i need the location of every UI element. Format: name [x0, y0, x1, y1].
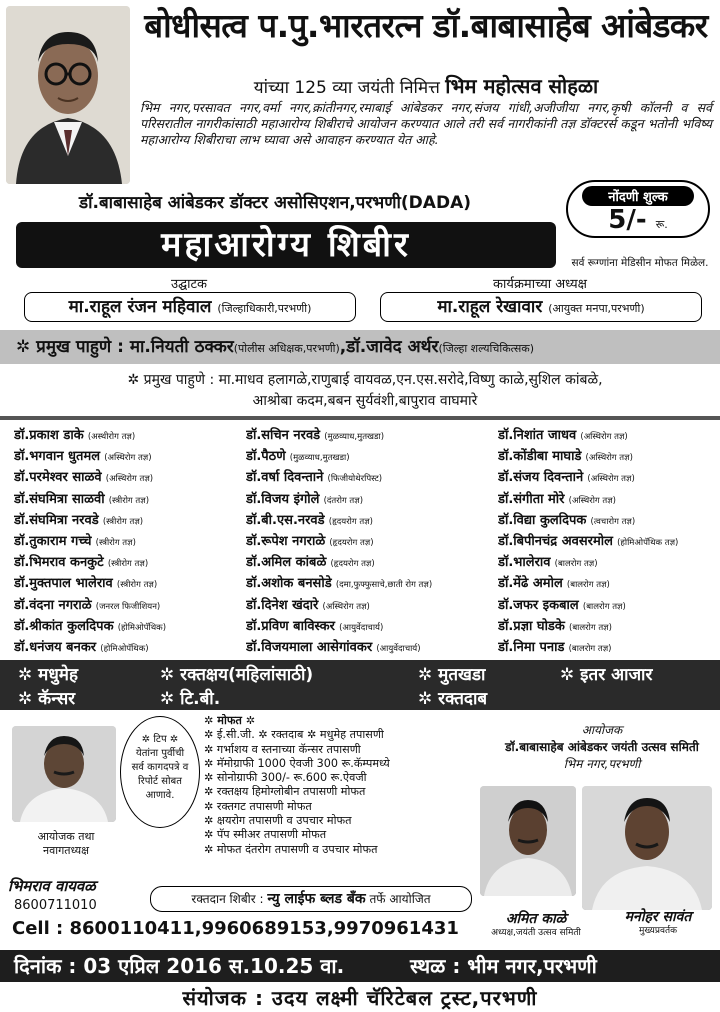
doctor-row: [14, 638, 249, 659]
disease-anaemia: ✲ रक्तक्षय(महिलांसाठी): [160, 665, 314, 685]
doctor-speciality: (बालरोग तज्ञ): [582, 601, 626, 612]
doctor-speciality: (अस्थीरोग तज्ञ): [87, 432, 136, 442]
doctor-speciality: (अस्थिरोग तज्ञ): [105, 474, 154, 485]
doctor-speciality: (हृदयरोग तज्ञ): [329, 538, 374, 549]
doctor-speciality: (स्त्रीरोग तज्ञ): [102, 516, 144, 527]
medicine-note: सर्व रूग्णांना मेडिसीन मोफत मिळेल.: [571, 257, 709, 269]
doctor-row: [14, 490, 249, 511]
free-service-item: ✲ मोफत दंतरोग तपासणी व उपचार मोफत: [204, 842, 378, 856]
doctor-row: [498, 490, 720, 511]
doctor-row: [246, 638, 481, 659]
doctor-row: [498, 468, 720, 489]
doctor-name: डॉ.अशोक बनसोडे: [246, 576, 332, 592]
contact-numbers: Cell : 8600110411,9960689153,9970961431: [12, 918, 459, 939]
doctor-name: डॉ.परमेश्वर साळवे: [14, 470, 102, 486]
disease-kidney-stone: ✲ मुतखडा: [418, 665, 486, 685]
doctor-name: डॉ.दिनेश खंदारे: [246, 597, 319, 613]
guests-list: ✲ प्रमुख पाहुणे : मा.माधव हलागळे,राणुबाई वायवळ,एन.एस.सरोदे,विष्णु काळे,सुशिल कांबळे, आश्रोबा कदम,बबन सुर्यवंशी,बापुराव वाघमारे: [127, 372, 603, 409]
doctor-row: [498, 596, 720, 617]
doctor-name: डॉ.विजय इंगोले: [246, 491, 320, 507]
organiser-role: आयोजक तथा नवागतध्यक्ष: [37, 830, 95, 857]
committee-info: आयोजक डॉ.बाबासाहेब आंबेडकर जयंती उत्सव समिती भिम नगर,परभणी: [505, 723, 699, 771]
doctor-name: डॉ.भालेराव: [498, 555, 551, 571]
coordinator-line: संयोजक : उदय लक्ष्मी चॅरिटेबल ट्रस्ट,परभणी: [182, 986, 538, 1010]
doctor-row: [14, 553, 249, 574]
doctor-row: [498, 553, 720, 574]
doctor-row: [14, 468, 249, 489]
doctor-name: डॉ.वंदना नगराळे: [14, 597, 92, 613]
doctor-row: [498, 447, 720, 468]
doctor-speciality: (अस्थिरोग तज्ञ): [104, 453, 152, 464]
doctor-name: डॉ.अमिल कांबळे: [246, 555, 327, 571]
event-date: दिनांक : 03 एप्रिल 2016 स.10.25 वा.: [14, 954, 345, 978]
inaugurator-label: उद्घाटक: [170, 277, 208, 292]
doctor-speciality: (बालरोग तज्ञ): [569, 622, 612, 633]
doctors-column-3: [498, 426, 720, 659]
doctor-speciality: (जनरल फिजीशियन): [95, 601, 161, 612]
doctor-name: डॉ.विद्या कुलदिपक: [498, 512, 587, 528]
doctor-row: [14, 617, 249, 638]
free-service-item: ✲ ई.सी.जी. ✲ रक्तदाब ✲ मधुमेह तपासणी: [204, 728, 384, 742]
doctor-speciality: (अस्थिरोग तज्ञ): [587, 474, 635, 485]
doctor-row: [498, 638, 720, 659]
doctor-row: [14, 532, 249, 553]
doctor-name: डॉ.जफर इकबाल: [498, 597, 579, 613]
doctor-speciality: (अस्थिरोग तज्ञ): [322, 601, 370, 612]
doctor-name: डॉ.बिपीनचंद्र अवसरमोल: [498, 534, 613, 550]
doctor-name: डॉ.प्रज्ञा घोडके: [498, 618, 565, 634]
date-venue-strip: [0, 950, 720, 982]
president-photo: [480, 786, 576, 896]
doctor-row: [498, 426, 720, 447]
president-label: कार्यक्रमाच्या अध्यक्ष: [493, 277, 587, 292]
doctor-speciality: (बालरोग तज्ञ): [554, 559, 598, 570]
doctor-name: डॉ.रूपेश नगराळे: [246, 534, 326, 550]
organisation-name: डॉ.बाबासाहेब आंबेडकर डॉक्टर असोसिएशन,परभणी(DADA): [79, 193, 471, 213]
doctor-row: [498, 532, 720, 553]
blood-donation-note: रक्तदान शिबीर : न्यु लाईफ ब्लड बँक तर्फे आयोजित: [150, 886, 472, 912]
signature-manohar: मनोहर सावंत मुख्यप्रवर्तक: [624, 909, 692, 936]
doctor-name: डॉ.निमा पनाड: [498, 640, 565, 656]
inaugurator-box: मा.राहूल रंजन महिवाल (जिल्हाधिकारी,परभणी): [24, 292, 356, 322]
event-subtitle: यांच्या 125 व्या जयंती निमित्त भिम महोत्सव सोहळा: [253, 74, 599, 98]
doctor-speciality: (मुळव्याध,मुतखडा): [289, 453, 350, 464]
free-service-item: ✲ मॅमोग्राफी 1000 ऐवजी 300 रू.कॅम्पमध्ये: [204, 756, 390, 770]
doctor-row: [14, 511, 249, 532]
doctor-name: डॉ.संजय दिवन्ताने: [498, 470, 584, 486]
doctor-row: [246, 596, 481, 617]
free-service-item: ✲ सोनोग्राफी 300/- रू.600 रू.ऐवजी: [204, 771, 367, 785]
doctor-row: [498, 574, 720, 595]
organiser-name: भिमराव वायवळ: [8, 877, 96, 895]
doctor-name: डॉ.वर्षा दिवन्ताने: [246, 470, 324, 486]
disease-cancer: ✲ कॅन्सर: [18, 689, 76, 709]
doctor-row: [246, 553, 481, 574]
doctor-speciality: (स्त्रीरोग तज्ञ): [95, 538, 136, 549]
doctor-name: डॉ.भिमराव कनकुटे: [14, 555, 104, 571]
doctor-speciality: (बालरोग तज्ञ): [568, 644, 612, 655]
doctors-column-1: [14, 426, 249, 659]
doctor-name: डॉ.संघमित्रा नरवडे: [14, 512, 99, 528]
doctor-speciality: (दंतरोग तज्ञ): [323, 495, 364, 506]
doctor-speciality: (फिजीयोथेरपिस्ट): [327, 474, 383, 485]
divider: [0, 416, 720, 420]
doctor-speciality: (स्त्रीरोग तज्ञ): [116, 580, 158, 591]
doctor-name: डॉ.विजयमाला आसेगांवकर: [246, 640, 373, 656]
fee-label: नोंदणी शुल्क: [582, 186, 694, 206]
doctor-speciality: (अस्थिरोग तज्ञ): [568, 495, 616, 506]
disease-tb: ✲ टि.बी.: [160, 689, 221, 709]
doctor-row: [498, 511, 720, 532]
doctor-name: डॉ.मुक्तपाल भालेराव: [14, 576, 113, 592]
organiser-photo: [12, 726, 116, 822]
free-service-item: ✲ रक्तक्षय हिमोग्लोबीन तपासणी मोफत: [204, 785, 366, 799]
organiser-phone: 8600711010: [14, 898, 97, 913]
doctor-name: डॉ.श्रीकांत कुलदिपक: [14, 618, 114, 634]
registration-fee-badge: [566, 180, 710, 238]
doctor-speciality: (होमिओपॅथिक): [117, 622, 167, 633]
doctor-speciality: (अस्थिरोग तज्ञ): [585, 453, 633, 464]
doctor-speciality: (हृदयरोग तज्ञ): [328, 516, 373, 527]
free-service-item: ✲ पॅप स्मीअर तपासणी मोफत: [204, 828, 327, 842]
disease-blood-pressure: ✲ रक्तदाब: [418, 689, 488, 709]
doctor-speciality: (स्त्रीरोग तज्ञ): [107, 559, 149, 570]
doctor-speciality: (दमा,फुफ्फुसाचे,छाती रोग तज्ञ): [335, 580, 433, 591]
president-box: मा.राहूल रेखावार (आयुक्त मनपा,परभणी): [380, 292, 702, 322]
doctor-name: डॉ.कोंडीबा माघाडे: [498, 449, 582, 465]
disease-diabetes: ✲ मधुमेह: [18, 665, 78, 685]
doctor-name: डॉ.प्रविण बाविस्कर: [246, 618, 335, 634]
doctor-name: डॉ.धनंजय बनकर: [14, 640, 97, 656]
doctor-speciality: (त्वचारोग तज्ञ): [590, 516, 636, 527]
free-service-item: ✲ क्षयरोग तपासणी व उपचार मोफत: [204, 814, 352, 828]
doctor-name: डॉ.पैठणे: [246, 449, 286, 465]
camp-banner: महाआरोग्य शिबीर: [16, 222, 556, 268]
doctor-row: [14, 447, 249, 468]
doctor-row: [246, 468, 481, 489]
doctor-speciality: (होमिओपॅथिक): [100, 644, 149, 655]
doctor-speciality: (मुळव्याध,मुतखडा): [324, 432, 385, 442]
doctor-name: डॉ.संघमित्रा साळवी: [14, 491, 105, 507]
doctor-name: डॉ.मेंढे अमोल: [498, 576, 563, 592]
doctor-row: [246, 511, 481, 532]
doctor-speciality: (आयुर्वेदाचार्य): [376, 644, 421, 655]
doctor-name: डॉ.तुकाराम गच्चे: [14, 534, 92, 550]
event-name: भिम महोत्सव सोहळा: [445, 74, 599, 98]
doctor-row: [14, 596, 249, 617]
doctor-speciality: (स्त्रीरोग तज्ञ): [108, 495, 150, 506]
disease-other: ✲ इतर आजार: [560, 665, 653, 685]
doctor-speciality: (अस्थिरोग तज्ञ): [580, 432, 628, 442]
free-service-item: ✲ रक्तगट तपासणी मोफत: [204, 799, 312, 813]
doctor-name: डॉ.संगीता मोरे: [498, 491, 565, 507]
doctor-row: [246, 490, 481, 511]
doctor-row: [246, 426, 481, 447]
promoter-photo: [582, 786, 712, 910]
doctor-speciality: (हृदयरोग तज्ञ): [330, 559, 375, 570]
doctor-row: [14, 426, 249, 447]
chief-guest-strip: ✲ प्रमुख पाहुणे : मा.नियती ठक्कर(पोलीस अधिक्षक,परभणी),डॉ.जावेद अर्थर(जिल्हा शल्यचिकित्सक): [0, 330, 720, 364]
signature-amit: अमित काळे अध्यक्ष,जयंती उत्सव समिती: [491, 911, 581, 938]
doctor-name: डॉ.निशांत जाधव: [498, 428, 577, 443]
doctor-row: [246, 447, 481, 468]
fee-value: 5/- रू.: [608, 205, 668, 235]
doctor-speciality: (आयुर्वेदाचार्य): [339, 622, 384, 633]
free-service-item: ✲ गर्भाशय व स्तनाच्या कॅन्सर तपासणी: [204, 742, 361, 756]
ambedkar-portrait: [6, 6, 130, 184]
invitation-paragraph: भिम नगर,परसावत नगर,वर्मा नगर,क्रांतीनगर,रमाबाई आंबेडकर नगर,संजय गांधी,अजीजीया नगर,कृषी कॉलनी व सर्व परिसरातील नागरीकांसाठी महाआरोग्य शिबीराचे आयोजन करण्यात आले तरी सर्व नागरीकांनी तज्ञ डॉक्टरर्स कडून भतोनी भविष्य महाआरोग्य शिबीराचा लाभ घ्यावा असे आवाहन करण्यात येत आहे.: [140, 100, 712, 147]
doctor-row: [246, 574, 481, 595]
diseases-strip: [0, 660, 720, 710]
doctor-speciality: (बालरोग तज्ञ): [566, 580, 610, 591]
doctor-row: [246, 617, 481, 638]
doctor-row: [246, 532, 481, 553]
doctor-row: [498, 617, 720, 638]
doctor-speciality: (होमिओपॅथिक तज्ञ): [617, 538, 679, 549]
tip-note: ✲ टिप ✲ येतांना पुर्वीची सर्व कागदपत्रे व रिपोर्ट सोबत आणावे.: [120, 716, 200, 828]
free-services-list: ✲ मोफत ✲ ✲ ई.सी.जी. ✲ रक्तदाब ✲ मधुमेह तपासणी ✲ गर्भाशय व स्तनाच्या कॅन्सर तपासणी ✲ मॅमोग्राफी 1000 ऐवजी 300 रू.कॅम्पमध्ये ✲ सोनोग्राफी 300/- रू.600 रू.ऐवजी ✲ रक्तक्षय हिमोग्लोबीन तपासणी मोफत ✲ रक्तगट तपासणी मोफत ✲ क्षयरोग तपासणी व उपचार मोफत ✲ पॅप स्मीअर तपासणी मोफत ✲ मोफत दंतरोग तपासणी व उपचार मोफत: [204, 714, 474, 857]
doctor-name: डॉ.बी.एस.नरवडे: [246, 512, 325, 528]
doctor-row: [14, 574, 249, 595]
event-venue: स्थळ : भीम नगर,परभणी: [410, 954, 597, 978]
doctor-name: डॉ.प्रकाश डाके: [14, 428, 84, 443]
doctor-name: डॉ.सचिन नरवडे: [246, 428, 321, 443]
poster-title: बोधीसत्व प.पु.भारतरत्न डॉ.बाबासाहेब आंबेडकर: [144, 6, 708, 45]
doctors-column-2: [246, 426, 481, 659]
doctor-name: डॉ.भगवान धुतमल: [14, 449, 101, 465]
